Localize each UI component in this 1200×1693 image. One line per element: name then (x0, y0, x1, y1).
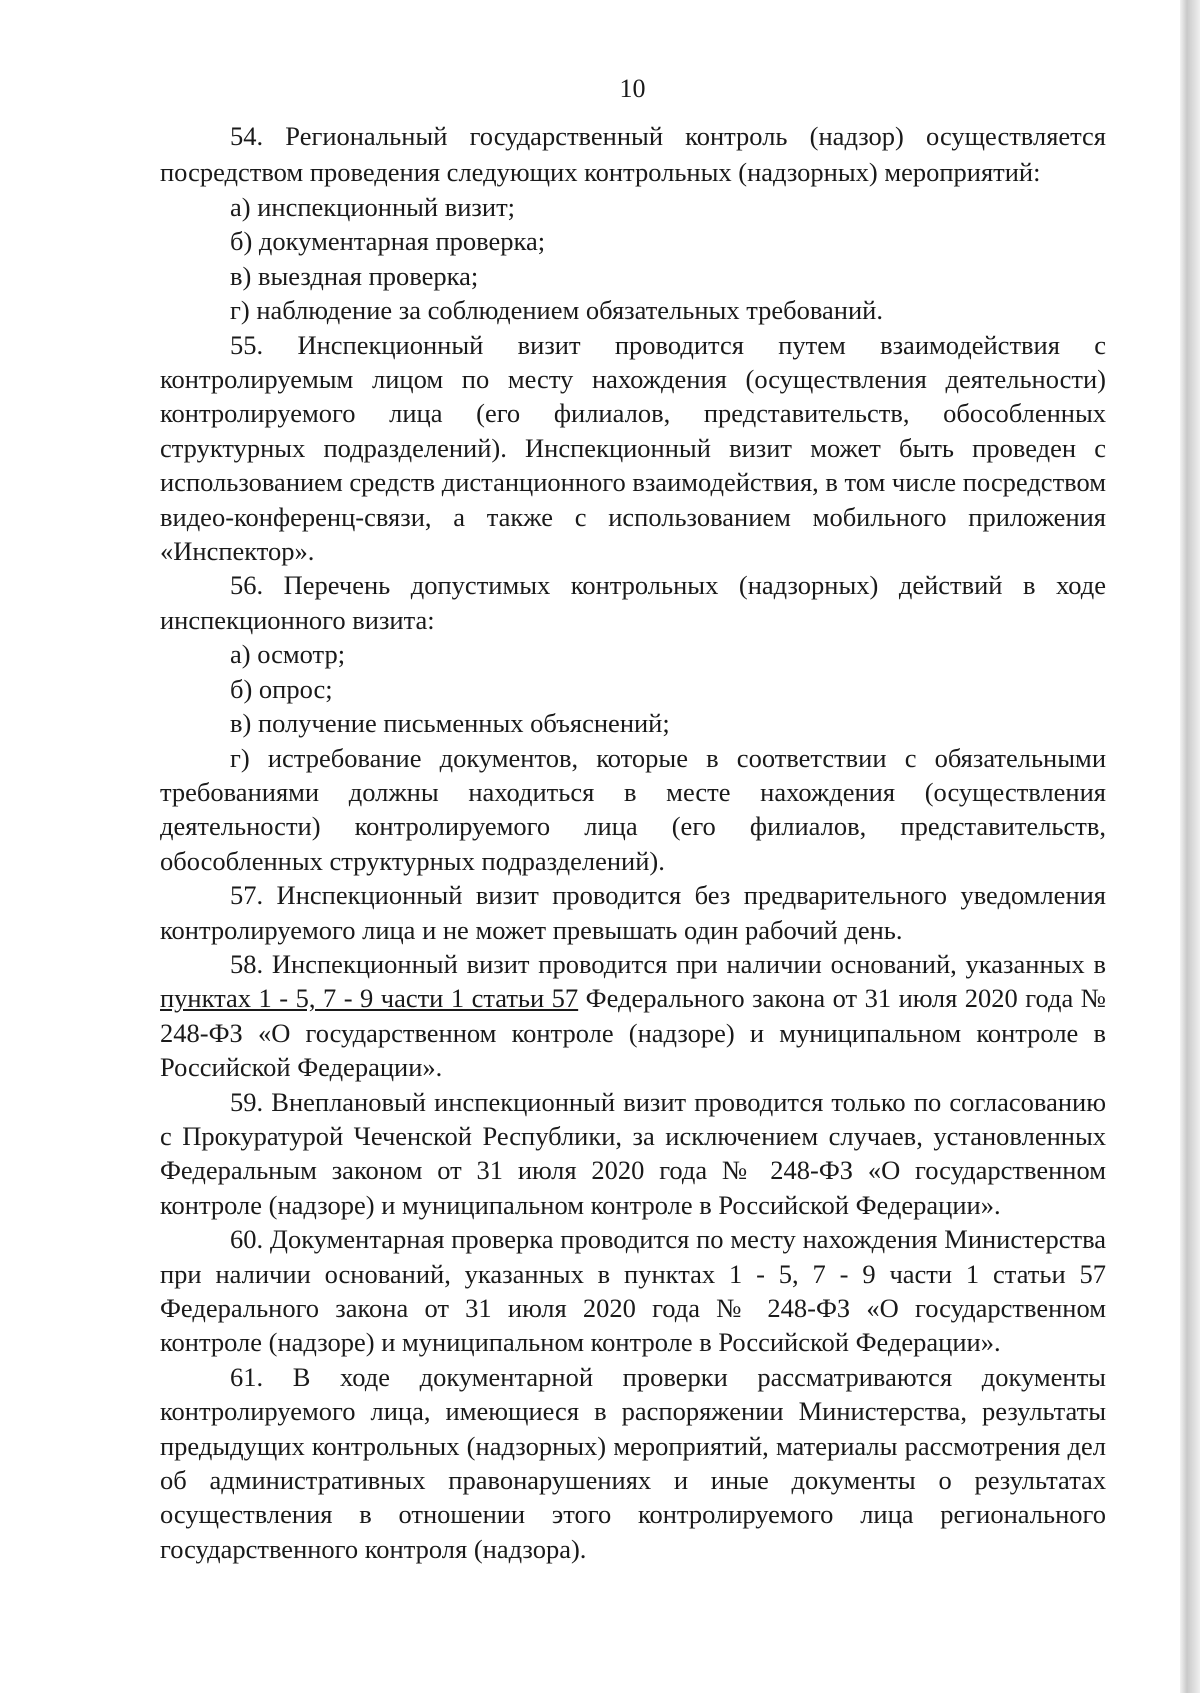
law-reference-link[interactable]: пунктах 1 - 5, 7 - 9 части 1 статьи 57 (160, 983, 579, 1014)
paragraph-58 (160, 947, 1106, 1085)
paragraph-60: 60. Документарная проверка проводится по месту нахождения Министерства при наличии оснований, указанных в пунктах 1 - 5, 7 - 9 части 1 статьи 57 Федерального закона от 31 июля 2020 года № 248-ФЗ «О государственном контроле (надзоре) и муниципальном контроле в Российской Федерации». (160, 1224, 1106, 1358)
list-item: б) документарная проверка; (230, 226, 546, 257)
list-item: б) опрос; (230, 673, 333, 704)
scan-edge-shadow (1180, 0, 1200, 1693)
list-item: в) получение письменных объяснений; (230, 708, 670, 739)
paragraph-57: 57. Инспекционный визит проводится без предварительного уведомления контролируемого лица и не может превышать один рабочий день. (160, 880, 1106, 945)
paragraph-59: 59. Внеплановый инспекционный визит проводится только по согласованию с Прокуратурой Чеченской Республики, за исключением случаев, установленных Федеральным законом от 31 июля 2020 года № 248-ФЗ «О государственном контроле (надзоре) и муниципальном контроле в Российской Федерации». (160, 1086, 1106, 1220)
paragraph-54: 54. Региональный государственный контроль (надзор) осуществляется посредством проведения следующих контрольных (надзорных) мероприятий: (160, 121, 1106, 187)
document-body (160, 118, 1106, 1566)
paragraph-55: 55. Инспекционный визит проводится путем взаимодействия с контролируемым лицом по месту нахождения (осуществления деятельности) контролируемого лица (его филиалов, представительств, обособленных структурных подразделений). Инспекционный визит может быть проведен с использованием средств дистанционного взаимодействия, в том числе посредством видео-конференц-связи, а также с использованием мобильного приложения «Инспектор». (160, 329, 1106, 567)
list-item: в) выездная проверка; (230, 260, 479, 291)
paragraph-58-text-end: Федерального закона от 31 июля 2020 года № 248-ФЗ «О государственном контроле (надзоре) и муниципальном контроле в Российской Федерации». (160, 983, 1106, 1083)
list-item: а) осмотр; (230, 639, 346, 670)
paragraph-61: 61. В ходе документарной проверки рассматриваются документы контролируемого лица, имеющиеся в распоряжении Министерства, результаты предыдущих контрольных (надзорных) мероприятий, материалы рассмотрения дел об административных правонарушениях и иные документы о результатах осуществления в отношении этого контролируемого лица регионального государственного контроля (надзора). (160, 1361, 1106, 1564)
list-item: г) истребование документов, которые в соответствии с обязательными требованиями должны находиться в месте нахождения (осуществления деятельности) контролируемого лица (его филиалов, представительств, обособленных структурных подразделений). (160, 742, 1106, 876)
paragraph-56: 56. Перечень допустимых контрольных (надзорных) действий в ходе инспекционного визита: (160, 570, 1106, 635)
list-item: г) наблюдение за соблюдением обязательных требований. (230, 295, 883, 326)
list-item: а) инспекционный визит; (230, 192, 516, 222)
paragraph-58-text-start: 58. Инспекционный визит проводится при наличии оснований, указанных в (230, 948, 1106, 979)
page-number: 10 (619, 74, 646, 103)
